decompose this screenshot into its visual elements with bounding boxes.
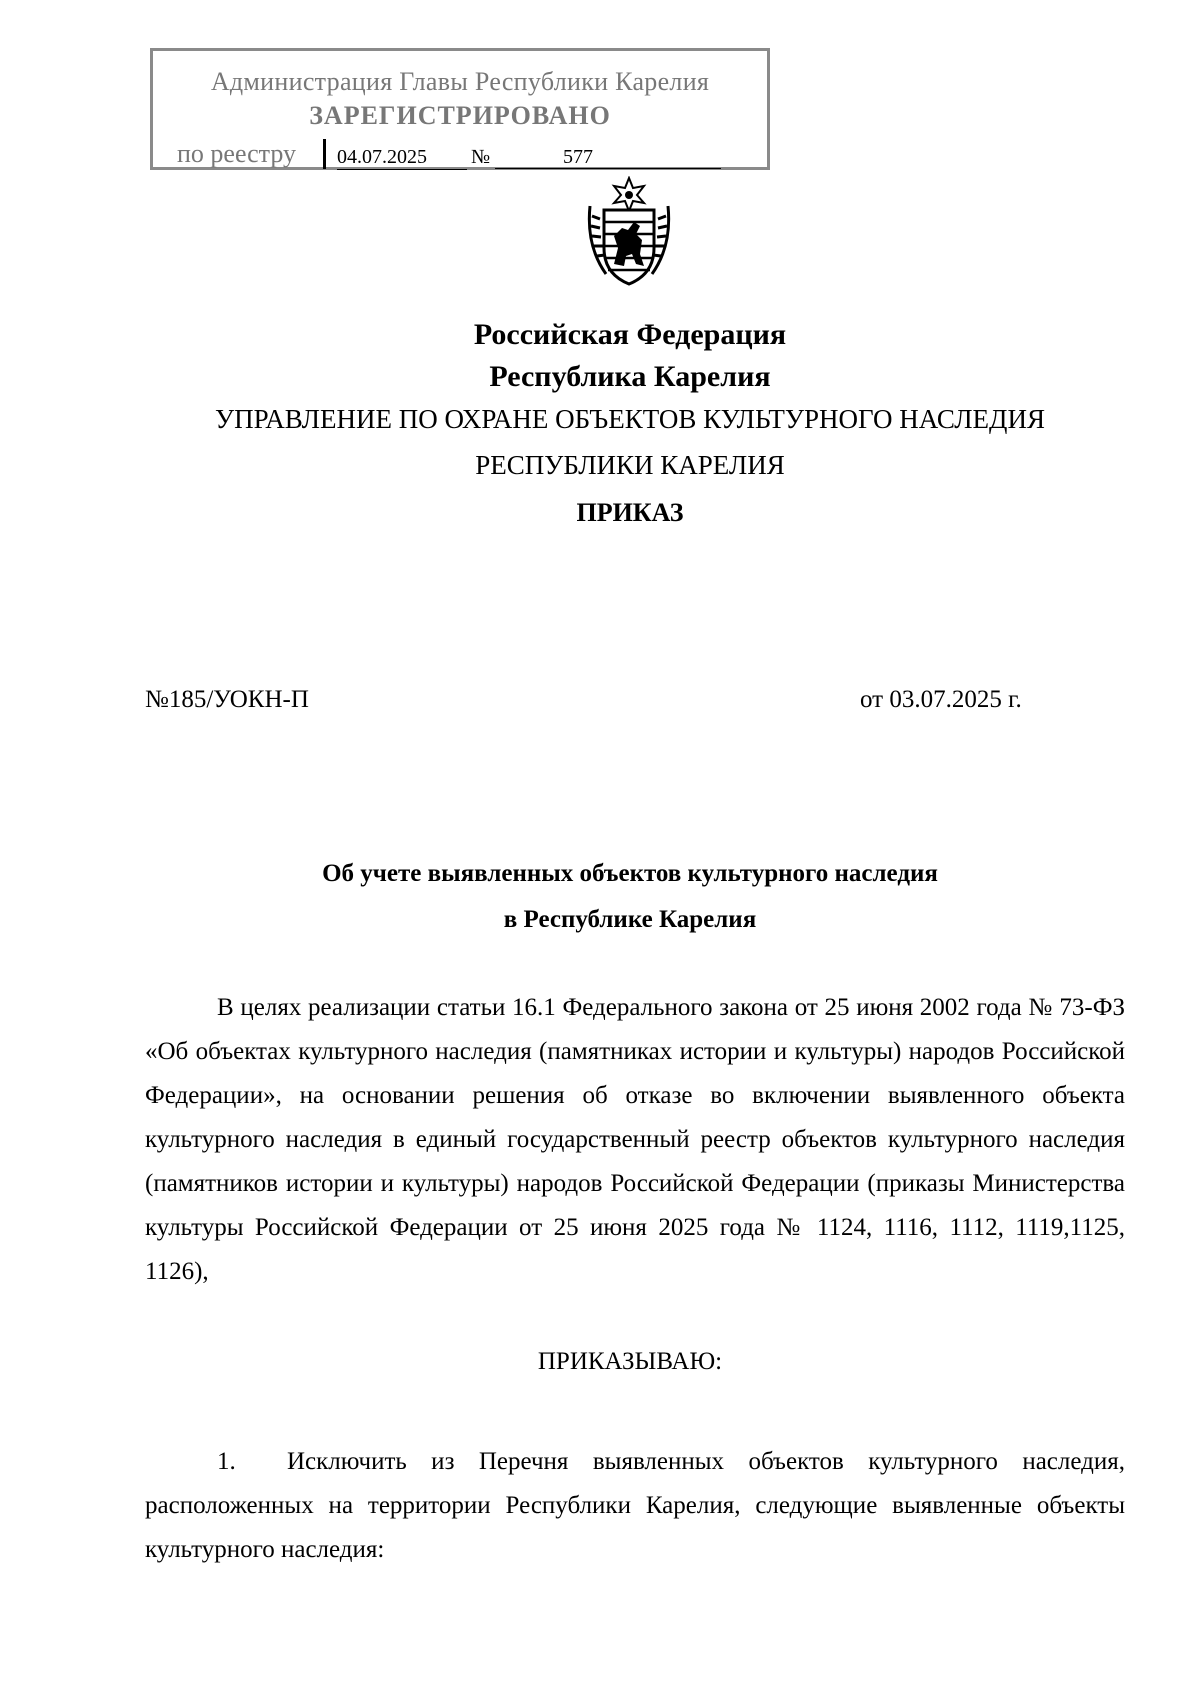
republic-title: Республика Карелия	[489, 360, 771, 393]
stamp-date: 04.07.2025	[337, 145, 467, 170]
stamp-registered: ЗАРЕГИСТРИРОВАНО	[309, 101, 611, 130]
order-item-1-text: Исключить из Перечня выявленных объектов культурного наследия, расположенных на территории Республики Карелия, следующие выявленные объекты культурного наследия:	[145, 1448, 1125, 1563]
agency-name-line2: РЕСПУБЛИКИ КАРЕЛИЯ	[475, 450, 785, 480]
karelia-coat-of-arms-icon	[584, 176, 674, 288]
country-title: Российская Федерация	[473, 318, 787, 351]
stamp-number-label: №	[471, 146, 491, 168]
order-title-line1: Об учете выявленных объектов культурного наследия	[322, 860, 938, 887]
order-title-line2: в Республике Карелия	[503, 906, 757, 933]
order-word: ПРИКАЗЫВАЮ:	[537, 1348, 723, 1375]
stamp-number: 577	[495, 145, 721, 169]
order-item-1-number: 1.	[217, 1448, 236, 1475]
agency-name-line1: УПРАВЛЕНИЕ ПО ОХРАНЕ ОБЪЕКТОВ КУЛЬТУРНОГО НАСЛЕДИЯ	[215, 404, 1045, 434]
registration-stamp	[150, 48, 770, 170]
order-number: №185/УОКН-П	[145, 686, 309, 713]
stamp-authority: Администрация Главы Республики Карелия	[210, 67, 710, 96]
stamp-divider	[323, 139, 326, 169]
order-date: от 03.07.2025 г.	[860, 686, 1022, 713]
doc-type: ПРИКАЗ	[576, 498, 684, 527]
stamp-registry-label: по реестру	[177, 139, 297, 168]
preamble-paragraph: В целях реализации статьи 16.1 Федерального закона от 25 июня 2002 года № 73-ФЗ «Об объектах культурного наследия (памятниках истории и культуры) народов Российской Федерации», на основании решения об отказе во включении выявленного объекта культурного наследия в единый государственный реестр объектов культурного наследия (памятников истории и культуры) народов Российской Федерации (приказы Министерства культуры Российской Федерации от 25 июня 2025 года № 1124, 1116, 1112, 1119,1125, 1126),	[145, 994, 1125, 1285]
order-item-1	[145, 1440, 1125, 1572]
